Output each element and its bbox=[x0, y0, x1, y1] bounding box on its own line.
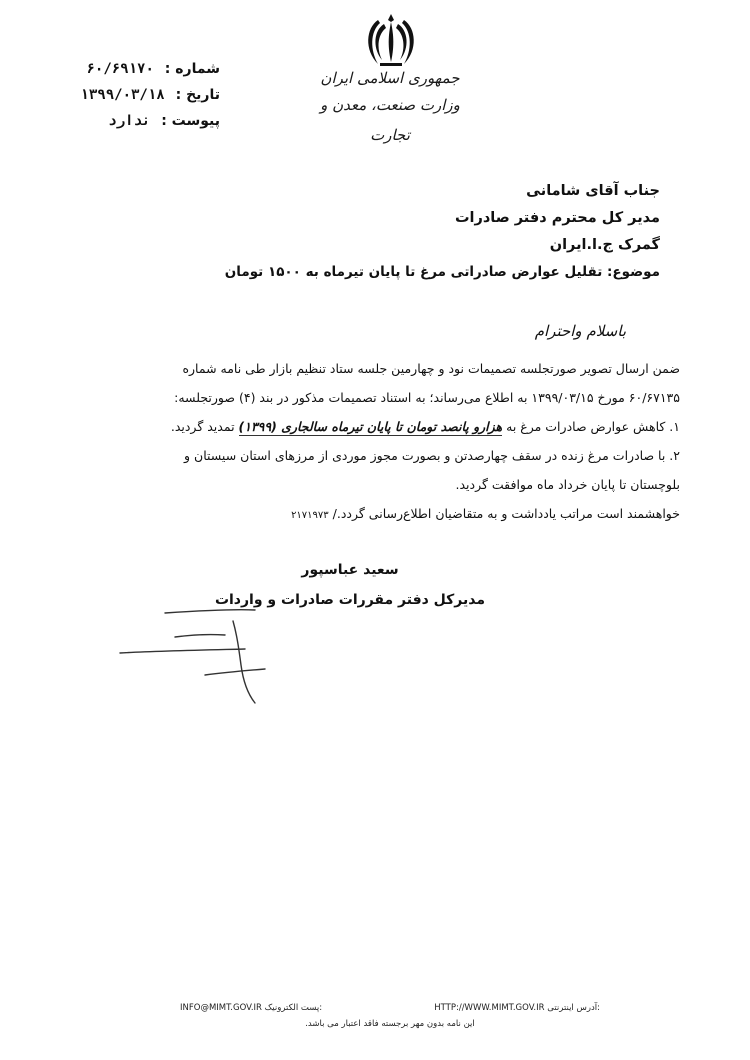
footer-website-label: :آدرس اینترنتی bbox=[547, 1003, 600, 1013]
footer-email-label: :پست الکترونیک bbox=[264, 1003, 323, 1013]
letter-subject: موضوع: تقلیل عوارض صادراتی مرغ تا پایان تیرماه به ۱۵۰۰ تومان bbox=[224, 264, 660, 280]
iran-emblem-icon bbox=[360, 10, 422, 72]
footer-website bbox=[434, 1003, 600, 1013]
letter-meta bbox=[60, 56, 220, 134]
signer-name: سعید عباسپور bbox=[301, 562, 399, 578]
footer-email bbox=[180, 1003, 322, 1013]
date-label: تاریخ : bbox=[175, 87, 220, 103]
body-intro-line2: ۶۰/۶۷۱۳۵ مورخ ۱۳۹۹/۰۳/۱۵ به اطلاع می‌رساند؛ به استناد تصمیمات مذکور در بند (۴) صورتجلسه: bbox=[174, 390, 680, 405]
footer-note: این نامه بدون مهر برجسته فاقد اعتبار می باشد. bbox=[305, 1019, 475, 1029]
number-label: شماره : bbox=[164, 61, 220, 77]
reference-code: ۲۱۷۱۹۷۳ bbox=[291, 510, 329, 521]
number-value: ۶۰/۶۹۱۷۰ bbox=[86, 61, 154, 77]
date-value: ۱۳۹۹/۰۳/۱۸ bbox=[80, 87, 165, 103]
item1-suffix: تمدید گردید. bbox=[170, 419, 239, 434]
recipient-title: مدیر کل محترم دفتر صادرات bbox=[454, 210, 660, 226]
body-item-1 bbox=[80, 412, 680, 441]
date-row bbox=[60, 82, 220, 108]
footer-contact-row bbox=[180, 1003, 600, 1013]
attachment-label: پیوست : bbox=[161, 113, 220, 129]
number-row bbox=[60, 56, 220, 82]
letter-body bbox=[80, 354, 680, 530]
closing-text: خواهشمند است مراتب یادداشت و به متقاضیان اطلاع‌رسانی گردد./ bbox=[332, 506, 680, 521]
letter-footer bbox=[180, 1003, 600, 1029]
item1-highlight: هزارو پانصد تومان تا پایان تیرماه سالجاری (۱۳۹۹) bbox=[238, 419, 503, 434]
item1-prefix: ۱. کاهش عوارض صادرات مرغ به bbox=[502, 419, 680, 434]
recipient-block bbox=[100, 178, 660, 286]
ministry-line1: جمهوری اسلامی ایران bbox=[320, 69, 460, 87]
attachment-row bbox=[60, 108, 220, 134]
recipient-organization: گمرک ج.ا.ایران bbox=[549, 237, 660, 253]
greeting: باسلام واحترام bbox=[534, 322, 626, 340]
handwritten-signature bbox=[115, 605, 285, 715]
body-item-2-line2: بلوچستان تا پایان خرداد ماه موافقت گردید. bbox=[455, 477, 680, 492]
signer-position: مدیرکل دفتر مقررات صادرات و واردات bbox=[214, 592, 486, 608]
footer-website-value: HTTP://WWW.MIMT.GOV.IR bbox=[434, 1003, 545, 1013]
recipient-name: جناب آقای شامانی bbox=[526, 183, 660, 199]
body-intro-line1: ضمن ارسال تصویر صورتجلسه تصمیمات نود و چهارمین جلسه ستاد تنظیم بازار طی نامه شماره bbox=[182, 361, 680, 376]
attachment-value: ندارد bbox=[108, 113, 151, 129]
ministry-line2: وزارت صنعت، معدن و تجارت bbox=[320, 96, 460, 144]
body-item-2-line1: ۲. با صادرات مرغ زنده در سقف چهارصدتن و بصورت مجوز موردی از مرزهای استان سیستان و bbox=[184, 448, 680, 463]
body-closing bbox=[80, 499, 680, 530]
footer-email-value: INFO@MIMT.GOV.IR bbox=[180, 1003, 262, 1013]
ministry-header bbox=[300, 66, 480, 150]
